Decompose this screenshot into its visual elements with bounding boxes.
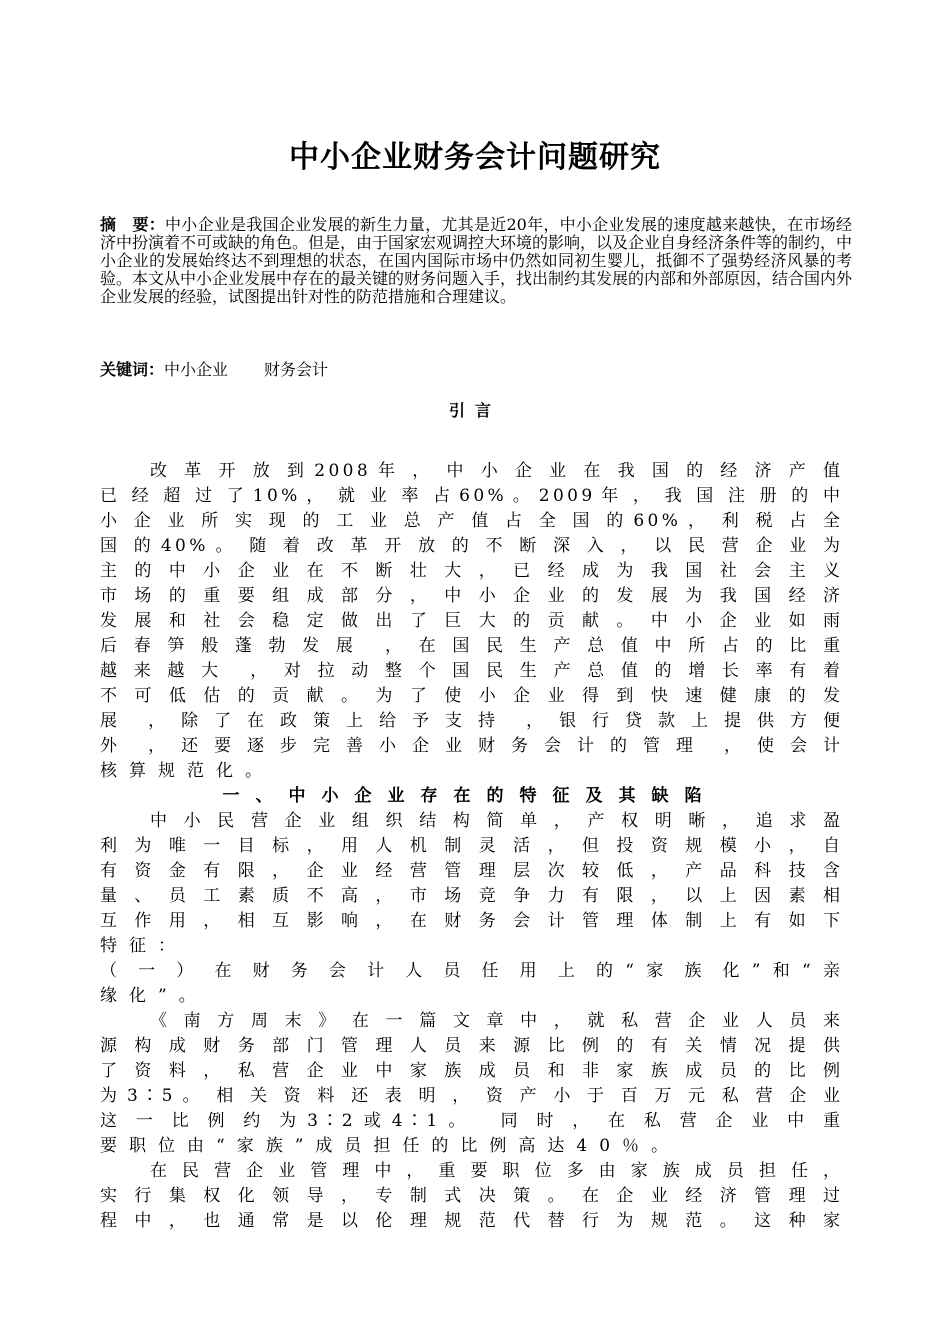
keyword-item: 中小企业 <box>164 360 229 379</box>
body-line: 小 企 业 所 实 现 的 工 业 总 产 值 占 全 国 的 6 0 % ， 利 税 占 全 <box>100 511 840 531</box>
document-title: 中小企业财务会计问题研究 <box>289 140 661 175</box>
section-heading: 一、中小企业存在的特征及其缺陷 <box>222 786 718 806</box>
keywords-line <box>100 357 328 380</box>
body-text <box>100 459 840 1234</box>
abstract-text: 中小企业是我国企业发展的新生力量，尤其是近20年，中小企业发展的速度越来越快，在市场经济中扮演着不可或缺的角色。但是，由于国家宏观调控大环境的影响，以及企业自身经济条件等的制约，中小企业的发展始终达不到理想的状态，在国内国际市场中仍然如同初生婴儿，抵御不了强势经济风暴的考验。本文从中小企业发展中存在的最关键的财务问题入手，找出制约其发展的内部和外部原因，结合国内外企业发展的经验，试图提出针对性的防范措施和合理建议。 <box>100 215 853 306</box>
body-line: 互 作 用 ， 相 互 影 响 ， 在 财 务 会 计 管 理 体 制 上 有 如 下 <box>100 911 840 931</box>
body-line: 发 展 和 社 会 稳 定 做 出 了 巨 大 的 贡 献 。 中 小 企 业 如 雨 <box>100 611 840 631</box>
keywords-label: 关键词： <box>100 360 165 379</box>
body-line: 外 ， 还 要 逐 步 完 善 小 企 业 财 务 会 计 的 管 理 ， 使 会 计 <box>100 736 840 756</box>
body-line: 主 的 中 小 企 业 在 不 断 壮 大 ， 已 经 成 为 我 国 社 会 主 义 <box>100 561 840 581</box>
body-line: 国 的 4 0 % 。 随 着 改 革 开 放 的 不 断 深 入 ， 以 民 营 企 业 为 <box>100 536 840 556</box>
body-line: 程 中 ， 也 通 常 是 以 伦 理 规 范 代 替 行 为 规 范 。 这 种 家 <box>100 1211 840 1231</box>
body-line: 展 ， 除 了 在 政 策 上 给 予 支 持 ， 银 行 贷 款 上 提 供 方 便 <box>100 711 840 731</box>
body-line: 不 可 低 估 的 贡 献 。 为 了 使 小 企 业 得 到 快 速 健 康 的 发 <box>100 686 840 706</box>
abstract-label: 摘 要： <box>100 215 166 234</box>
intro-heading: 引言 <box>448 401 501 420</box>
body-line: 利 为 唯 一 目 标 ， 用 人 机 制 灵 活 ， 但 投 资 规 模 小 ， 自 <box>100 836 840 856</box>
body-line: 改 革 开 放 到 2 0 0 8 年 ， 中 小 企 业 在 我 国 的 经 济 产 值 <box>150 461 840 481</box>
abstract-paragraph <box>100 216 852 306</box>
body-line: 有 资 金 有 限 ， 企 业 经 营 管 理 层 次 较 低 ， 产 品 科 技 含 <box>100 861 840 881</box>
body-line: 这 一 比 例 约 为 3 ∶ 2 或 4 ∶ 1 。 同 时 ， 在 私 营 企 业 中 重 <box>100 1111 840 1131</box>
subsection-heading-line: 缘化”。 <box>100 986 208 1006</box>
body-line: 《 南 方 周 末 》 在 一 篇 文 章 中 ， 就 私 营 企 业 人 员 来 <box>150 1011 840 1031</box>
body-line: 量 、 员 工 素 质 不 高 ， 市 场 竞 争 力 有 限 ， 以 上 因 素 相 <box>100 886 840 906</box>
body-line: 越 来 越 大 ， 对 拉 动 整 个 国 民 生 产 总 值 的 增 长 率 有 着 <box>100 661 840 681</box>
body-line: 实 行 集 权 化 领 导 ， 专 制 式 决 策 。 在 企 业 经 济 管 理 过 <box>100 1186 840 1206</box>
body-line: 要职位由“家族”成员担任的比例高达40％。 <box>100 1136 681 1156</box>
body-line: 源 构 成 财 务 部 门 管 理 人 员 来 源 比 例 的 有 关 情 况 提 供 <box>100 1036 840 1056</box>
body-line: 为 3 ∶ 5 。 相 关 资 料 还 表 明 ， 资 产 小 于 百 万 元 私 营 企 业 <box>100 1086 840 1106</box>
body-line: 特征： <box>100 936 187 956</box>
keyword-item: 财务会计 <box>264 360 329 379</box>
body-line: 核算规范化。 <box>100 761 274 781</box>
body-line: 市 场 的 重 要 组 成 部 分 ， 中 小 企 业 的 发 展 为 我 国 经 济 <box>100 586 840 606</box>
body-line: 已 经 超 过 了 1 0 % ， 就 业 率 占 6 0 % 。 2 0 0 9 年 ， 我 国 注 册 的 中 <box>100 486 840 506</box>
body-line: 了 资 料 ， 私 营 企 业 中 家 族 成 员 和 非 家 族 成 员 的 比 例 <box>100 1061 840 1081</box>
body-line: 在 民 营 企 业 管 理 中 ， 重 要 职 位 多 由 家 族 成 员 担 任 ， <box>150 1161 840 1181</box>
subsection-heading-line: （ 一 ） 在 财 务 会 计 人 员 任 用 上 的 “ 家 族 化 ” 和 “ 亲 <box>100 961 840 981</box>
body-line: 后 春 笋 般 蓬 勃 发 展 ， 在 国 民 生 产 总 值 中 所 占 的 比 重 <box>100 636 840 656</box>
body-line: 中 小 民 营 企 业 组 织 结 构 简 单 ， 产 权 明 晰 ， 追 求 盈 <box>150 811 840 831</box>
